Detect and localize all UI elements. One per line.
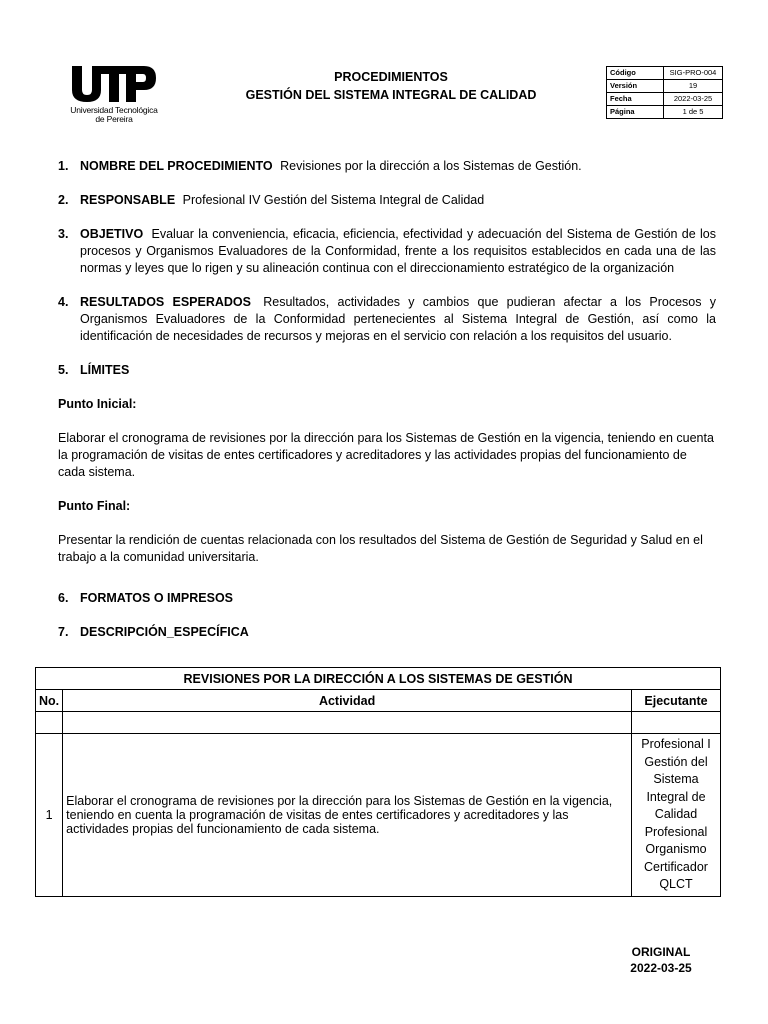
section-text: Profesional IV Gestión del Sistema Integral de Calidad [182, 193, 485, 207]
punto-inicial-text: Elaborar el cronograma de revisiones por la dirección para los Sistemas de Gestión en la vigencia, teniendo en cuenta la programación de visitas de entes certificadores y acreditadores y las actividades propias del funcionamiento de cada sistema. [58, 431, 714, 479]
empty-cell [632, 712, 721, 734]
section-text: Revisiones por la dirección a los Sistemas de Gestión. [280, 159, 582, 173]
meta-row-codigo [607, 67, 723, 80]
section-label: OBJETIVO [80, 227, 144, 241]
row-actividad: Elaborar el cronograma de revisiones por la dirección para los Sistemas de Gestión en la vigencia, teniendo en cuenta la programación de visitas de entes certificadores y acreditadores y las actividades propias del funcionamiento de cada sistema. [63, 734, 632, 897]
section-label: DESCRIPCIÓN_ESPECÍFICA [80, 625, 249, 639]
meta-value: 19 [664, 80, 723, 93]
utp-logo [68, 64, 160, 124]
section-number: 7. [58, 625, 69, 639]
table-empty-row [36, 712, 721, 734]
table-header-row [36, 690, 721, 712]
section-limites [58, 362, 716, 379]
empty-cell [36, 712, 63, 734]
section-label: LÍMITES [80, 363, 130, 377]
row-no: 1 [36, 734, 63, 897]
university-name [68, 106, 160, 124]
meta-key: Código [607, 67, 664, 80]
meta-value: SIG-PRO-004 [664, 67, 723, 80]
section-number: 2. [58, 193, 69, 207]
title-line1: PROCEDIMIENTOS [334, 70, 448, 84]
table-caption: REVISIONES POR LA DIRECCIÓN A LOS SISTEMAS DE GESTIÓN [36, 668, 721, 690]
section-formatos [58, 590, 716, 607]
section-number: 6. [58, 591, 69, 605]
table-row [36, 734, 721, 897]
meta-key: Página [607, 106, 664, 119]
section-number: 3. [58, 227, 69, 241]
section-number: 1. [58, 159, 69, 173]
section-responsable [58, 192, 716, 209]
section-objetivo [58, 226, 716, 277]
document-body [58, 158, 716, 658]
document-title [230, 68, 552, 104]
table-caption-row [36, 668, 721, 690]
university-line1: Universidad Tecnológica [70, 105, 158, 115]
meta-key: Versión [607, 80, 664, 93]
row-ejecutante: Profesional I Gestión del Sistema Integral de Calidad Profesional Organismo Certificador QLCT [632, 734, 721, 897]
university-line2: de Pereira [95, 114, 133, 124]
meta-row-pagina [607, 106, 723, 119]
section-label: RESPONSABLE [80, 193, 176, 207]
section-text: Evaluar la conveniencia, eficacia, eficiencia, efectividad y adecuación del Sistema de Gestión de los procesos y Organismos Evaluadores de la Conformidad, frente a los requisitos establecidos en cada una de las normas y leyes que lo rigen y su alineación continua con el direccionamiento estratégico de la organización [80, 227, 716, 275]
meta-row-fecha [607, 93, 723, 106]
meta-key: Fecha [607, 93, 664, 106]
section-nombre [58, 158, 716, 175]
section-resultados [58, 294, 716, 345]
section-descripcion [58, 624, 716, 641]
title-line2: GESTIÓN DEL SISTEMA INTEGRAL DE CALIDAD [245, 88, 537, 102]
meta-row-version [607, 80, 723, 93]
utp-logo-mark [68, 64, 160, 104]
header-actividad: Actividad [63, 690, 632, 712]
activity-table [35, 667, 721, 897]
section-text: Resultados, actividades y cambios que pudieran afectar a los Procesos y Organismos Evaluadores de la Conformidad pertenecientes al Sistema Integral de Gestión, así como la identificación de necesidades de recursos y mejoras en el servicio con relación a los requisitos del usuario. [80, 295, 716, 343]
meta-value: 2022-03-25 [664, 93, 723, 106]
meta-value: 1 de 5 [664, 106, 723, 119]
punto-final-text: Presentar la rendición de cuentas relacionada con los resultados del Sistema de Gestión de Seguridad y Salud en el trabajo a la comunidad universitaria. [58, 533, 703, 564]
footer-original: ORIGINAL [631, 945, 691, 959]
section-number: 4. [58, 295, 69, 309]
section-number: 5. [58, 363, 69, 377]
section-label: NOMBRE DEL PROCEDIMIENTO [80, 159, 273, 173]
header-ejecutante: Ejecutante [632, 690, 721, 712]
footer-date: 2022-03-25 [630, 961, 692, 975]
header-no: No. [36, 690, 63, 712]
footer-stamp [600, 944, 722, 976]
section-label: RESULTADOS ESPERADOS [80, 295, 251, 309]
section-label: FORMATOS O IMPRESOS [80, 591, 234, 605]
punto-final-label: Punto Final: [58, 499, 131, 513]
empty-cell [63, 712, 632, 734]
punto-inicial-label: Punto Inicial: [58, 397, 137, 411]
document-meta-table [606, 66, 723, 119]
